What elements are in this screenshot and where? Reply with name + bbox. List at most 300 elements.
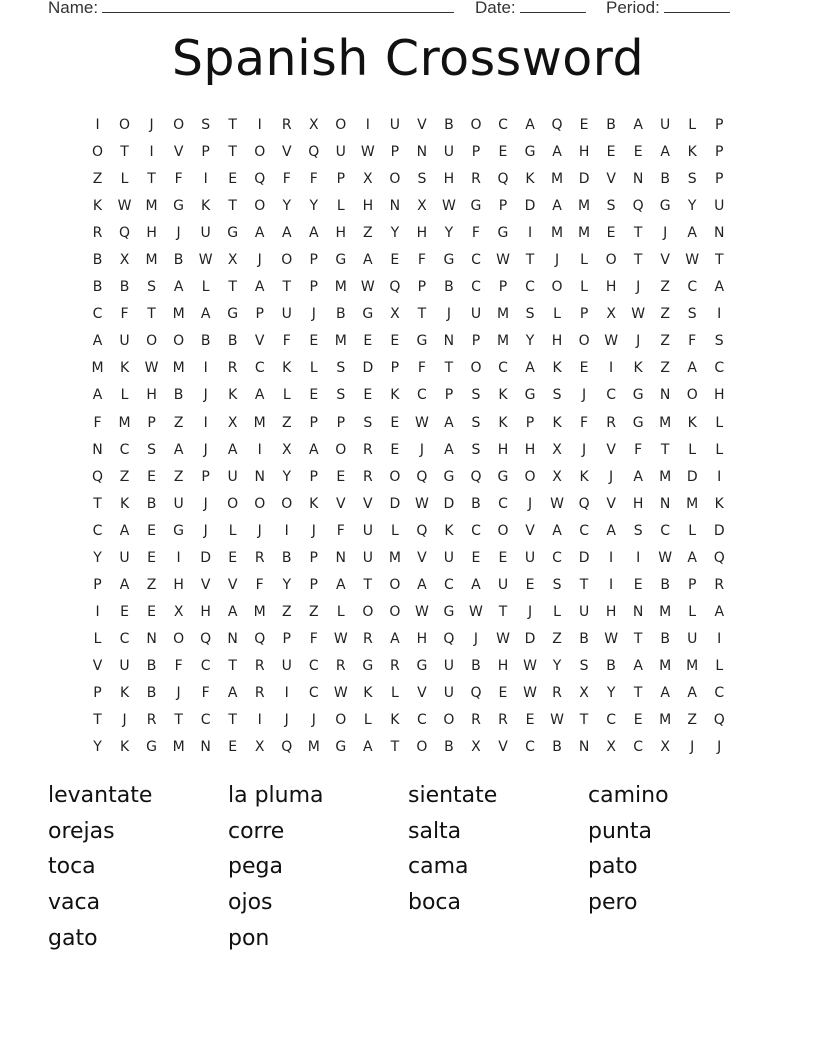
word-list-item: punta <box>588 818 652 844</box>
grid-letter: E <box>525 576 535 593</box>
grid-letter: J <box>176 225 181 242</box>
name-field[interactable] <box>48 0 454 18</box>
grid-letter: Q <box>470 468 482 485</box>
grid-letter: T <box>498 603 508 620</box>
grid-letter: L <box>390 684 399 701</box>
grid-letter: P <box>417 279 427 296</box>
grid-letter: Q <box>254 171 266 188</box>
grid-letter: J <box>554 252 560 269</box>
grid-letter: G <box>416 657 428 674</box>
grid-letter: C <box>254 360 265 377</box>
grid-letter: E <box>633 576 643 593</box>
grid-letter: A <box>363 252 373 269</box>
grid-letter: K <box>525 171 535 188</box>
grid-letter: N <box>713 225 725 242</box>
grid-letter: E <box>336 468 346 485</box>
grid-letter: Y <box>390 225 400 242</box>
grid-letter: V <box>254 333 265 350</box>
grid-letter: A <box>92 387 103 404</box>
grid-letter: M <box>578 198 591 215</box>
grid-letter: Z <box>552 630 562 647</box>
grid-letter: A <box>552 144 562 161</box>
grid-letter: W <box>414 603 429 620</box>
grid-letter: F <box>93 414 102 431</box>
word-list-item: sientate <box>408 783 498 808</box>
grid-letter: I <box>203 414 208 431</box>
grid-letter: T <box>417 306 427 323</box>
grid-letter: Z <box>687 712 697 729</box>
grid-letter: R <box>146 712 157 729</box>
grid-letter: I <box>609 360 614 377</box>
grid-letter: Q <box>119 225 131 242</box>
grid-letter: A <box>552 522 562 539</box>
grid-letter: K <box>687 144 697 161</box>
grid-letter: O <box>254 198 266 215</box>
grid-letter: C <box>714 360 725 377</box>
grid-letter: H <box>416 630 428 647</box>
grid-letter: G <box>362 657 374 674</box>
grid-letter: K <box>119 684 130 701</box>
grid-letter: P <box>282 630 291 647</box>
grid-letter: A <box>119 576 130 593</box>
grid-letter: I <box>636 549 641 566</box>
grid-letter: Q <box>389 279 401 296</box>
grid-letter: X <box>552 468 562 485</box>
grid-letter: C <box>92 522 103 539</box>
grid-letter: O <box>389 171 401 188</box>
grid-letter: J <box>176 684 181 701</box>
grid-letter: Y <box>687 198 697 215</box>
grid-letter: D <box>524 630 536 647</box>
grid-letter: L <box>688 441 697 458</box>
grid-letter: U <box>281 657 292 674</box>
grid-letter: G <box>632 414 644 431</box>
grid-letter: M <box>686 495 699 512</box>
grid-letter: S <box>714 333 724 350</box>
grid-letter: S <box>147 441 157 458</box>
grid-letter: U <box>119 333 130 350</box>
grid-letter: L <box>309 360 318 377</box>
grid-letter: B <box>471 657 481 674</box>
word-list-item: pega <box>228 854 283 880</box>
word-list-item: camino <box>588 783 669 808</box>
grid-letter: L <box>201 279 210 296</box>
grid-letter: A <box>660 684 670 701</box>
grid-letter: U <box>497 576 509 593</box>
grid-letter: Q <box>200 630 212 647</box>
period-field[interactable] <box>606 0 730 18</box>
grid-letter: F <box>417 252 426 269</box>
grid-letter: C <box>606 387 616 404</box>
word-list-item: ojos <box>228 890 273 916</box>
grid-letter: K <box>444 522 454 539</box>
grid-letter: V <box>417 684 427 701</box>
grid-letter: U <box>470 306 482 323</box>
grid-letter: R <box>552 684 562 701</box>
grid-letter: K <box>119 739 130 756</box>
grid-letter: Y <box>552 657 562 674</box>
grid-letter: C <box>200 657 211 674</box>
grid-letter: E <box>228 171 238 188</box>
grid-letter: Y <box>93 549 102 566</box>
grid-letter: R <box>362 630 373 647</box>
grid-letter: M <box>172 306 185 323</box>
grid-letter: Z <box>281 414 292 431</box>
grid-letter: K <box>119 495 130 512</box>
grid-letter: C <box>606 712 616 729</box>
grid-letter: F <box>336 522 345 539</box>
grid-letter: O <box>335 441 347 458</box>
grid-letter: W <box>550 495 564 512</box>
grid-letter: M <box>172 739 185 756</box>
grid-letter: X <box>417 198 427 215</box>
grid-letter: C <box>660 522 671 539</box>
grid-letter: T <box>228 198 237 215</box>
grid-letter: S <box>336 360 346 377</box>
grid-letter: Q <box>308 144 320 161</box>
grid-letter: C <box>308 657 319 674</box>
grid-letter: N <box>632 603 644 620</box>
grid-letter: A <box>254 225 265 242</box>
grid-letter: T <box>174 712 183 729</box>
grid-letter: L <box>390 522 399 539</box>
grid-letter: B <box>92 252 103 269</box>
grid-letter: K <box>687 414 697 431</box>
name-line <box>102 0 454 13</box>
grid-letter: E <box>228 549 238 566</box>
grid-letter: T <box>282 279 292 296</box>
grid-letter: G <box>659 198 671 215</box>
grid-letter: P <box>255 306 264 323</box>
word-list-item: levantate <box>48 783 153 808</box>
grid-letter: A <box>363 739 373 756</box>
grid-letter: U <box>524 549 536 566</box>
word-list-item: vaca <box>48 890 101 916</box>
grid-letter: V <box>417 549 427 566</box>
grid-letter: I <box>203 171 208 188</box>
grid-letter: U <box>362 522 373 539</box>
grid-letter: Y <box>282 468 292 485</box>
grid-letter: S <box>201 117 211 133</box>
grid-letter: Z <box>363 225 373 242</box>
grid-letter: P <box>93 684 102 701</box>
grid-letter: N <box>227 630 238 647</box>
grid-letter: F <box>417 360 426 377</box>
grid-letter: O <box>227 495 239 512</box>
grid-letter: C <box>471 279 481 296</box>
grid-letter: E <box>147 522 156 539</box>
grid-letter: M <box>551 171 564 188</box>
grid-letter: W <box>496 630 510 647</box>
grid-letter: A <box>444 441 454 458</box>
grid-letter: X <box>552 441 562 458</box>
grid-letter: H <box>497 441 509 458</box>
grid-letter: I <box>527 225 533 242</box>
grid-letter: W <box>198 252 213 269</box>
grid-letter: K <box>579 468 589 485</box>
grid-letter: M <box>686 657 699 674</box>
grid-letter: L <box>120 171 129 188</box>
grid-letter: C <box>471 522 481 539</box>
grid-letter: F <box>634 441 643 458</box>
grid-letter: Q <box>470 684 482 701</box>
grid-letter: F <box>174 171 183 188</box>
grid-letter: P <box>309 414 318 431</box>
grid-letter: T <box>228 712 237 729</box>
grid-letter: H <box>713 387 725 404</box>
grid-letter: T <box>633 252 643 269</box>
grid-letter: A <box>254 279 265 296</box>
grid-letter: K <box>498 414 508 431</box>
word-list-item: orejas <box>48 818 115 844</box>
grid-letter: M <box>334 279 347 296</box>
grid-letter: M <box>659 603 672 620</box>
grid-letter: N <box>146 630 157 647</box>
grid-letter: J <box>257 522 262 539</box>
grid-letter: P <box>471 144 481 161</box>
grid-letter: A <box>119 522 130 539</box>
grid-letter: U <box>687 630 698 647</box>
grid-letter: P <box>525 414 535 431</box>
grid-letter: J <box>203 495 208 512</box>
grid-letter: W <box>442 198 456 215</box>
grid-letter: V <box>417 117 427 133</box>
grid-letter: M <box>578 225 591 242</box>
grid-letter: N <box>254 468 265 485</box>
grid-letter: G <box>443 468 455 485</box>
grid-letter: G <box>362 306 374 323</box>
grid-letter: W <box>523 657 537 674</box>
grid-letter: D <box>443 495 455 512</box>
grid-letter: O <box>362 603 374 620</box>
grid-letter: A <box>525 117 535 133</box>
grid-letter: X <box>281 441 292 458</box>
grid-letter: C <box>417 712 427 729</box>
grid-letter: J <box>527 495 533 512</box>
grid-letter: R <box>606 414 616 431</box>
grid-letter: A <box>336 576 346 593</box>
grid-letter: K <box>282 360 292 377</box>
grid-letter: M <box>334 333 347 350</box>
grid-letter: K <box>228 387 238 404</box>
grid-letter: T <box>228 117 237 133</box>
grid-letter: I <box>717 468 722 485</box>
grid-letter: W <box>360 144 375 161</box>
grid-letter: R <box>227 360 238 377</box>
grid-letter: V <box>200 576 211 593</box>
grid-letter: E <box>498 684 508 701</box>
grid-letter: L <box>282 387 291 404</box>
grid-letter: X <box>660 739 670 756</box>
grid-letter: O <box>686 387 698 404</box>
grid-letter: B <box>281 549 292 566</box>
grid-letter: K <box>309 495 319 512</box>
word-list-item: cama <box>408 854 469 880</box>
grid-letter: N <box>659 387 671 404</box>
grid-letter: E <box>309 387 319 404</box>
grid-letter: E <box>498 144 508 161</box>
grid-letter: A <box>633 657 643 674</box>
grid-letter: A <box>687 360 697 377</box>
grid-letter: Q <box>632 198 644 215</box>
grid-letter: L <box>715 657 724 674</box>
grid-letter: E <box>147 549 156 566</box>
grid-letter: J <box>311 712 316 729</box>
grid-letter: B <box>552 739 562 756</box>
grid-letter: C <box>633 739 644 756</box>
grid-letter: W <box>333 630 348 647</box>
grid-letter: B <box>119 279 130 296</box>
grid-letter: M <box>496 306 510 323</box>
grid-letter: Z <box>660 333 670 350</box>
grid-letter: I <box>257 712 262 729</box>
grid-letter: C <box>444 576 454 593</box>
grid-letter: X <box>390 306 400 323</box>
grid-letter: O <box>254 495 266 512</box>
grid-letter: E <box>606 225 616 242</box>
grid-letter: M <box>388 549 401 566</box>
grid-letter: A <box>687 684 697 701</box>
header-fields <box>48 0 748 20</box>
grid-letter: Q <box>497 171 509 188</box>
grid-letter: H <box>578 144 590 161</box>
grid-letter: S <box>471 441 481 458</box>
grid-letter: X <box>606 306 616 323</box>
grid-letter: P <box>309 468 318 485</box>
grid-letter: O <box>470 360 482 377</box>
word-list-item: pon <box>228 925 270 951</box>
grid-letter: F <box>309 171 318 188</box>
grid-letter: H <box>146 225 157 242</box>
date-field[interactable] <box>475 0 586 18</box>
grid-letter: G <box>443 603 455 620</box>
grid-letter: R <box>471 171 481 188</box>
grid-letter: L <box>336 198 345 215</box>
grid-letter: F <box>580 414 589 431</box>
grid-letter: I <box>95 117 100 133</box>
grid-letter: S <box>552 387 562 404</box>
grid-letter: J <box>636 333 641 350</box>
grid-letter: K <box>201 198 211 215</box>
grid-letter: A <box>390 630 400 647</box>
grid-letter: F <box>201 684 210 701</box>
grid-letter: P <box>336 171 346 188</box>
grid-letter: F <box>688 333 697 350</box>
grid-letter: O <box>470 117 482 133</box>
grid-letter: T <box>579 712 589 729</box>
grid-letter: Q <box>92 468 104 485</box>
grid-letter: T <box>363 576 373 593</box>
grid-letter: U <box>200 225 211 242</box>
grid-letter: A <box>633 117 643 133</box>
grid-letter: B <box>606 657 616 674</box>
grid-letter: E <box>579 117 589 133</box>
grid-letter: E <box>606 144 616 161</box>
grid-letter: O <box>335 712 347 729</box>
grid-letter: C <box>525 279 535 296</box>
grid-letter: C <box>552 549 562 566</box>
grid-letter: Y <box>606 684 616 701</box>
grid-letter: W <box>414 495 429 512</box>
grid-letter: A <box>471 576 481 593</box>
grid-letter: C <box>308 684 319 701</box>
grid-letter: U <box>443 657 455 674</box>
grid-letter: J <box>582 441 587 458</box>
grid-letter: R <box>254 657 265 674</box>
grid-letter: E <box>120 603 129 620</box>
grid-letter: V <box>606 441 616 458</box>
grid-letter: T <box>660 441 670 458</box>
grid-letter: T <box>444 360 454 377</box>
grid-letter: M <box>659 468 672 485</box>
grid-letter: E <box>633 144 643 161</box>
grid-letter: Z <box>173 414 184 431</box>
grid-letter: R <box>714 576 725 593</box>
grid-letter: C <box>200 712 211 729</box>
grid-letter: M <box>253 414 266 431</box>
grid-letter: T <box>228 144 237 161</box>
grid-letter: O <box>173 333 185 350</box>
grid-letter: F <box>255 576 264 593</box>
grid-letter: B <box>335 306 346 323</box>
grid-letter: P <box>309 279 318 296</box>
grid-letter: D <box>524 198 536 215</box>
grid-letter: A <box>633 468 643 485</box>
grid-letter: W <box>333 684 348 701</box>
grid-letter: R <box>362 441 373 458</box>
grid-letter: C <box>119 630 130 647</box>
grid-letter: U <box>227 468 238 485</box>
grid-letter: U <box>714 198 725 215</box>
grid-letter: U <box>443 684 455 701</box>
grid-letter: O <box>119 117 131 133</box>
grid-letter: X <box>227 252 238 269</box>
grid-letter: O <box>92 144 104 161</box>
grid-letter: I <box>284 684 289 701</box>
grid-letter: C <box>498 360 508 377</box>
grid-letter: H <box>362 198 374 215</box>
grid-letter: V <box>173 144 184 161</box>
grid-letter: J <box>311 306 316 323</box>
grid-letter: F <box>174 657 183 674</box>
grid-letter: J <box>717 739 722 756</box>
grid-letter: Q <box>281 739 293 756</box>
grid-letter: J <box>149 117 154 133</box>
grid-letter: H <box>497 657 509 674</box>
grid-letter: R <box>389 657 400 674</box>
grid-letter: O <box>281 495 293 512</box>
grid-letter: R <box>92 225 103 242</box>
grid-letter: G <box>470 198 482 215</box>
grid-letter: W <box>631 306 646 323</box>
grid-letter: A <box>281 225 292 242</box>
grid-letter: S <box>687 171 697 188</box>
grid-letter: L <box>580 279 588 296</box>
grid-letter: E <box>498 549 508 566</box>
grid-letter: G <box>497 225 509 242</box>
grid-letter: K <box>552 414 562 431</box>
grid-letter: N <box>659 495 671 512</box>
grid-letter: O <box>551 279 563 296</box>
grid-letter: C <box>579 522 589 539</box>
grid-letter: B <box>146 495 157 512</box>
grid-letter: D <box>389 495 401 512</box>
grid-letter: P <box>715 117 724 133</box>
grid-letter: A <box>525 360 535 377</box>
grid-letter: G <box>497 468 509 485</box>
grid-letter: U <box>443 144 455 161</box>
grid-letter: Q <box>416 522 428 539</box>
